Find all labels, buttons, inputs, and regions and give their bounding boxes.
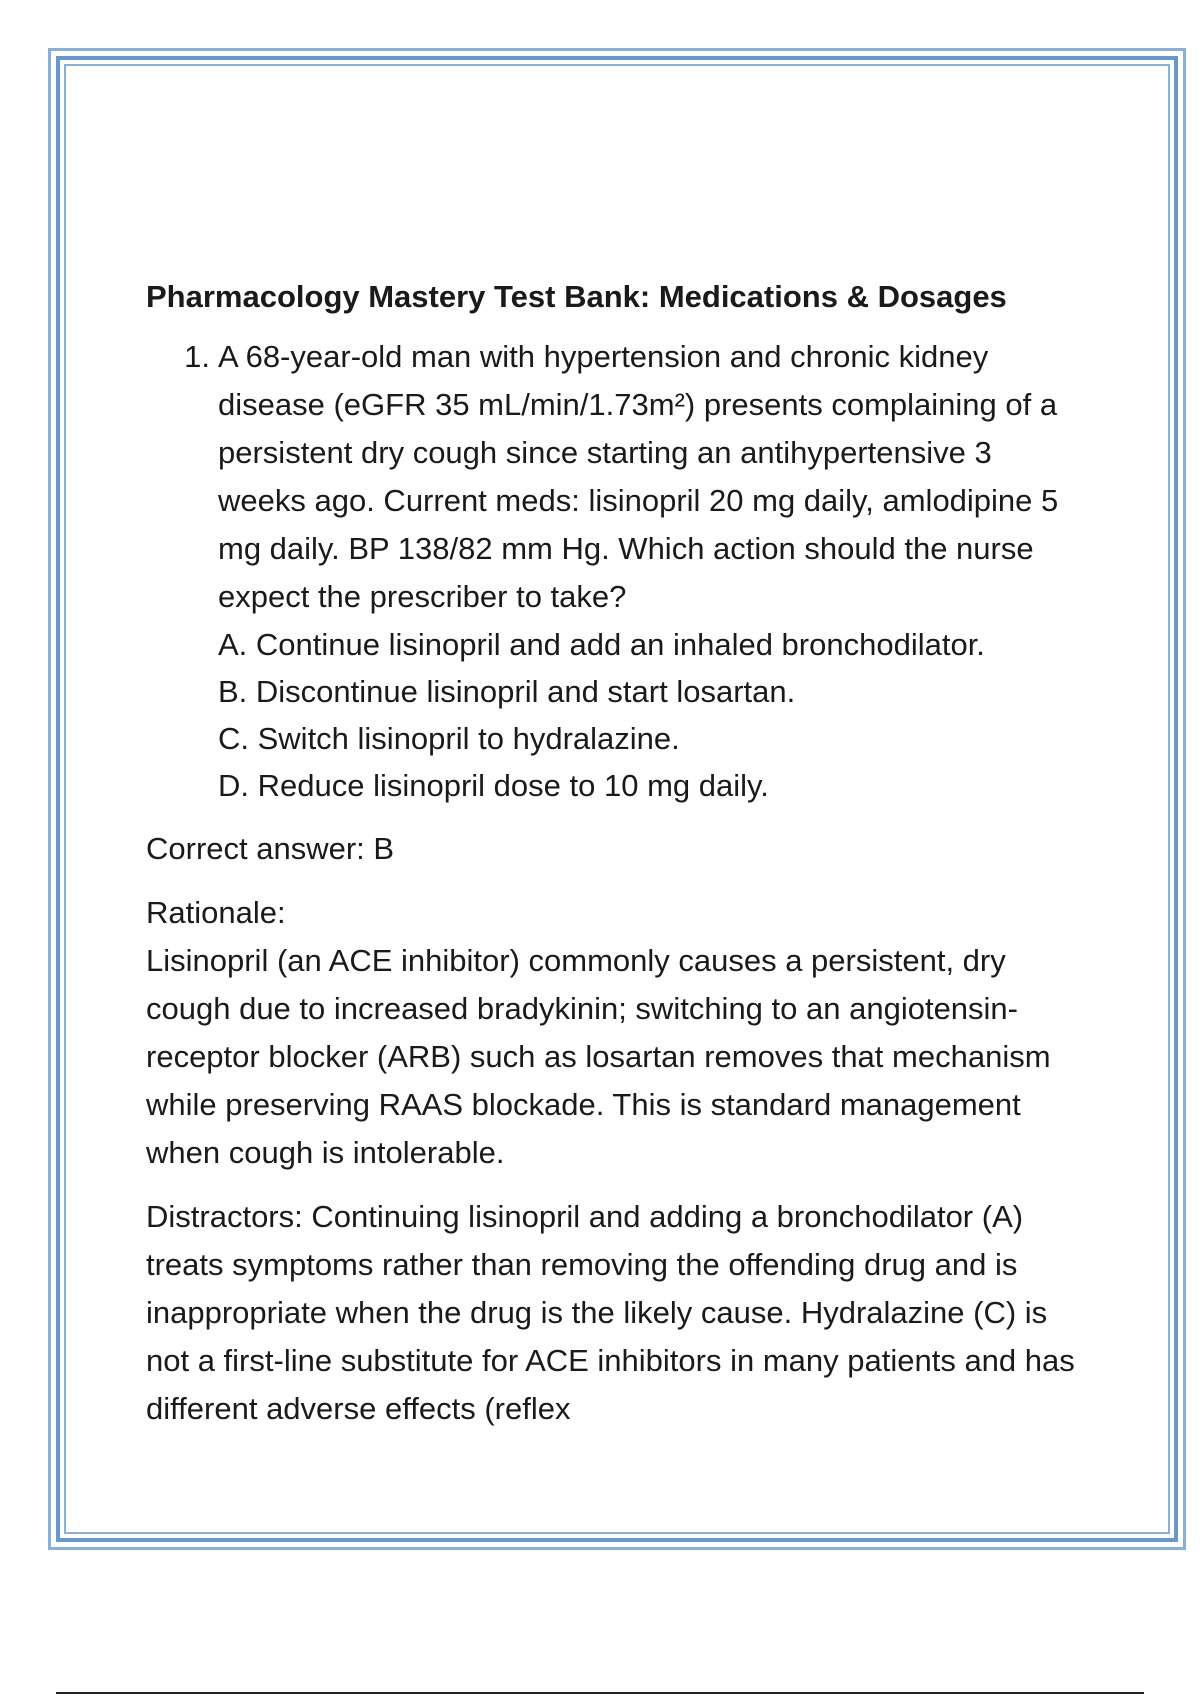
- question-item: [146, 333, 1096, 809]
- question-stem: A 68-year-old man with hypertension and chronic kidney disease (eGFR 35 mL/min/1.73m²) presents complaining of a persistent dry cough since starting an antihypertensive 3 weeks ago. Current meds: lisinopril 20 mg daily, amlodipine 5 mg daily. BP 138/82 mm Hg. Which action should the nurse expect the prescriber to take?: [218, 339, 1059, 614]
- distractors-text: Distractors: Continuing lisinopril and adding a bronchodilator (A) treats symptoms rather than removing the offending drug and is inappropriate when the drug is the likely cause. Hydralazine (C) is not a first-line substitute for ACE inhibitors in many patients and has different adverse effects (reflex: [146, 1199, 1075, 1426]
- question-number: 1.: [184, 339, 210, 374]
- document-title: Pharmacology Mastery Test Bank: Medications & Dosages: [146, 279, 1007, 314]
- answer-options: [218, 621, 1078, 809]
- footer-divider: [56, 1692, 1144, 1694]
- option-b: B. Discontinue lisinopril and start losartan.: [218, 674, 796, 709]
- option-a: A. Continue lisinopril and add an inhaled bronchodilator.: [218, 627, 985, 662]
- rationale-heading: Rationale:: [146, 895, 286, 930]
- document-content: [146, 275, 1096, 1433]
- rationale-text: Lisinopril (an ACE inhibitor) commonly causes a persistent, dry cough due to increased bradykinin; switching to an angiotensin-receptor blocker (ARB) such as losartan removes that mechanism while preserving RAAS blockade. This is standard management when cough is intolerable.: [146, 943, 1051, 1170]
- correct-answer: Correct answer: B: [146, 831, 395, 866]
- question-body: [218, 333, 1078, 809]
- option-c: C. Switch lisinopril to hydralazine.: [218, 721, 680, 756]
- option-d: D. Reduce lisinopril dose to 10 mg daily.: [218, 768, 769, 803]
